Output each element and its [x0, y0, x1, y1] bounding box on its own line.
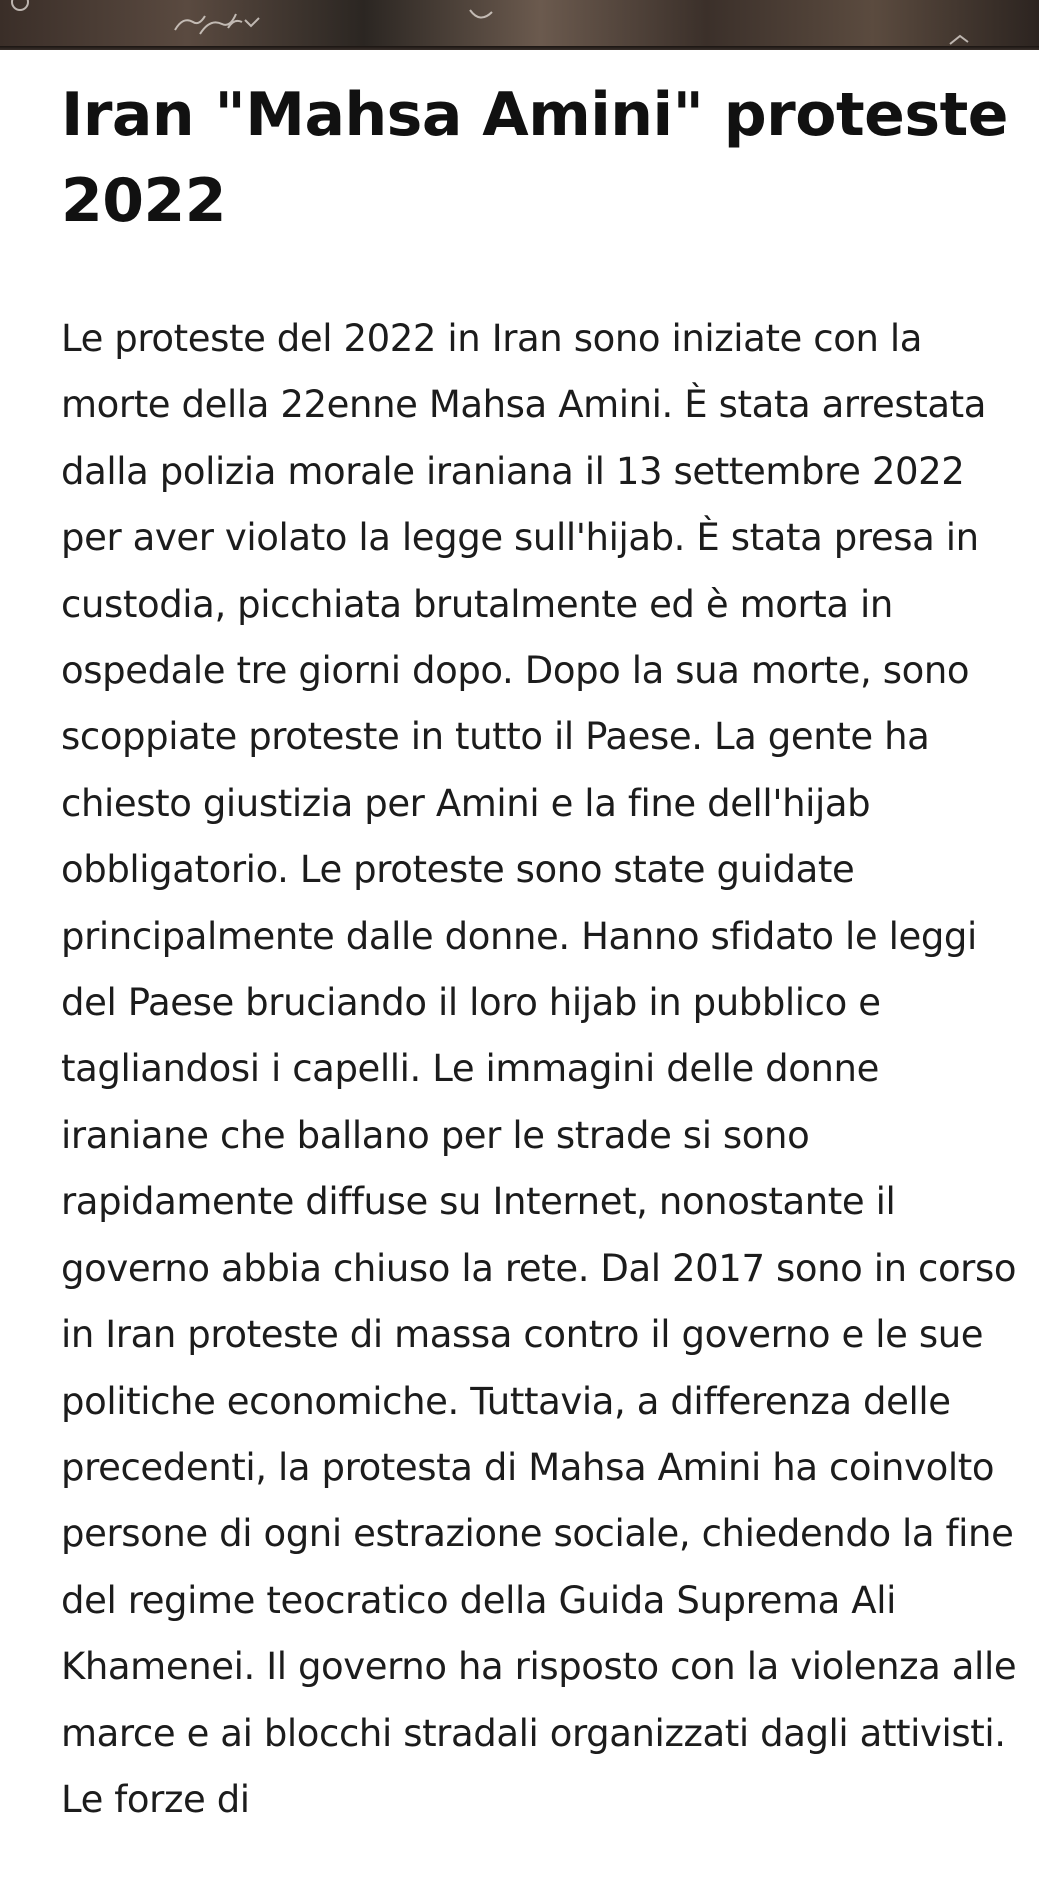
header-image [0, 0, 1039, 50]
article [61, 72, 1021, 1833]
header-image-edge [0, 46, 1039, 50]
protest-hands-illustration-icon [0, 0, 1039, 50]
article-body: Le proteste del 2022 in Iran sono iniziate con la morte della 22enne Mahsa Amini. È stata arrestata dalla polizia morale iraniana il 13 settembre 2022 per aver violato la legge sull'hijab. È stata presa in custodia, picchiata brutalmente ed è morta in ospedale tre giorni dopo. Dopo la sua morte, sono scoppiate proteste in tutto il Paese. La gente ha chiesto giustizia per Amini e la fine dell'hijab obbligatorio. Le proteste sono state guidate principalmente dalle donne. Hanno sfidato le leggi del Paese bruciando il loro hijab in pubblico e tagliandosi i capelli. Le immagini delle donne iraniane che ballano per le strade si sono rapidamente diffuse su Internet, nonostante il governo abbia chiuso la rete. Dal 2017 sono in corso in Iran proteste di massa contro il governo e le sue politiche economiche. Tuttavia, a differenza delle precedenti, la protesta di Mahsa Amini ha coinvolto persone di ogni estrazione sociale, chiedendo la fine del regime teocratico della Guida Suprema Ali Khamenei. Il governo ha risposto con la violenza alle marce e ai blocchi stradali organizzati dagli attivisti. Le forze di [61, 317, 1017, 1821]
article-title: Iran "Mahsa Amini" proteste 2022 [61, 80, 1008, 236]
